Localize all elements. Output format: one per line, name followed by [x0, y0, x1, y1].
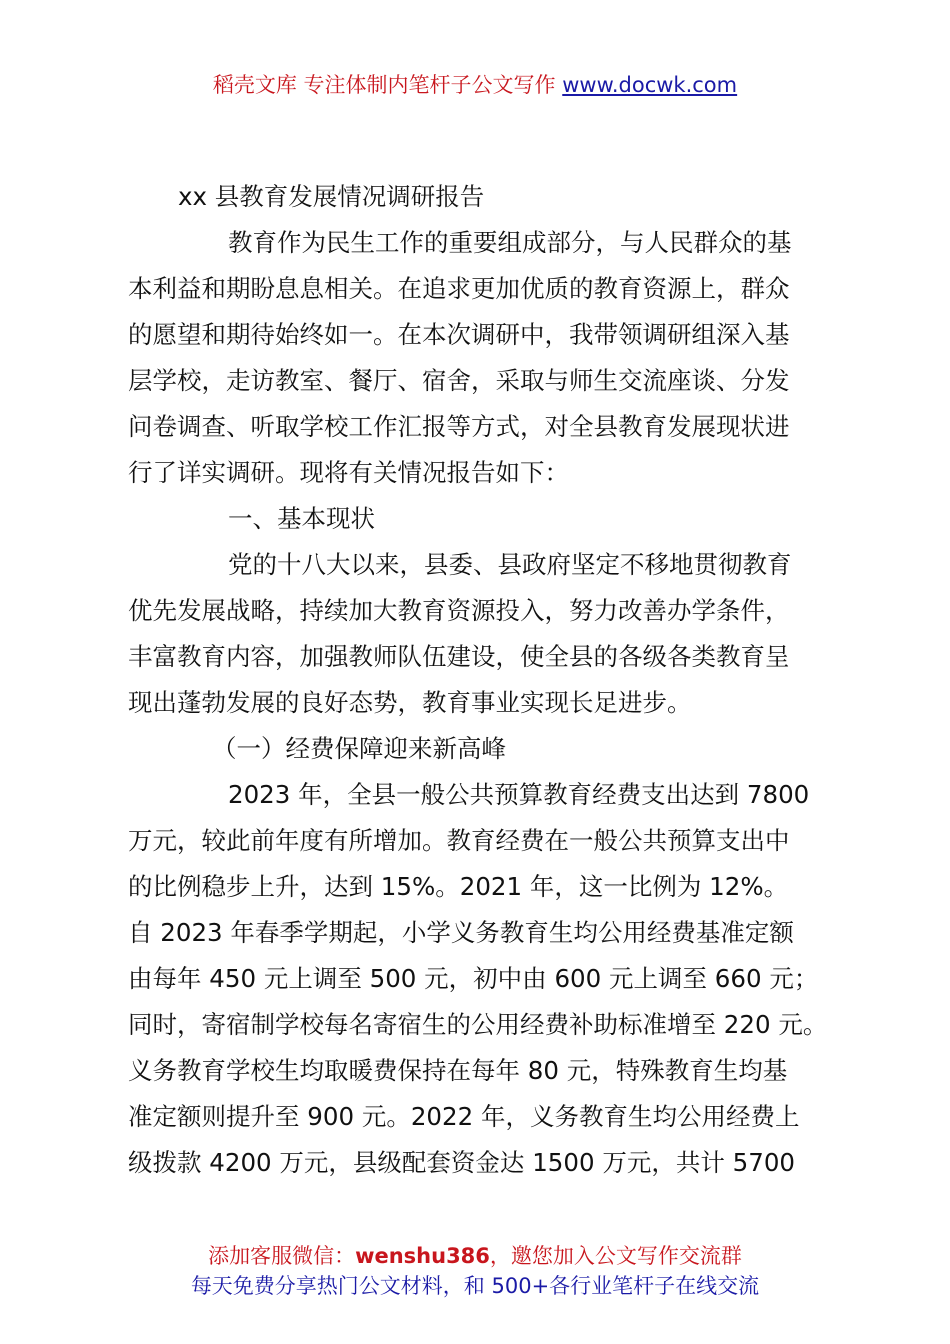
- header-brand: 稻壳文库 专注体制内笔杆子公文写作: [212, 73, 556, 97]
- footer-suffix: ，邀您加入公文写作交流群: [489, 1244, 742, 1268]
- footer-line-2: 每天免费分享热门公文材料，和 500+各行业笔杆子在线交流: [190, 1274, 760, 1298]
- paragraph-line: 由每年 450 元上调至 500 元，初中由 600 元上调至 660 元；: [128, 964, 819, 993]
- paragraph-line: 同时，寄宿制学校每名寄宿生的公用经费补助标准增至 220 元。: [128, 1010, 828, 1039]
- footer-prefix: 添加客服微信：: [208, 1244, 356, 1268]
- paragraph-line: 层学校，走访教室、餐厅、宿舍，采取与师生交流座谈、分发: [128, 366, 790, 395]
- document-body: [128, 174, 828, 1186]
- paragraph-line: 教育作为民生工作的重要组成部分，与人民群众的基: [228, 228, 792, 257]
- paragraph-line: 优先发展战略，持续加大教育资源投入，努力改善办学条件，: [128, 596, 790, 625]
- header-url-link[interactable]: www.docwk.com: [562, 73, 738, 97]
- section-heading: 一、基本现状: [228, 504, 375, 533]
- paragraph-line: 的比例稳步上升，达到 15%。2021 年，这一比例为 12%。: [128, 872, 789, 901]
- paragraph-line: 现出蓬勃发展的良好态势，教育事业实现长足进步。: [128, 688, 692, 717]
- document-title: xx 县教育发展情况调研报告: [178, 182, 485, 211]
- watermark-header: [0, 70, 950, 100]
- paragraph-line: 2023 年，全县一般公共预算教育经费支出达到 7800: [228, 780, 810, 809]
- footer-line-1: [0, 1241, 950, 1271]
- paragraph-line: 准定额则提升至 900 元。2022 年，义务教育生均公用经费上: [128, 1102, 800, 1131]
- watermark-footer: [0, 1241, 950, 1301]
- paragraph-line: 万元，较此前年度有所增加。教育经费在一般公共预算支出中: [128, 826, 790, 855]
- paragraph-line: 本利益和期盼息息相关。在追求更加优质的教育资源上，群众: [128, 274, 790, 303]
- paragraph-line: 党的十八大以来，县委、县政府坚定不移地贯彻教育: [228, 550, 792, 579]
- subsection-heading: （一）经费保障迎来新高峰: [212, 734, 506, 763]
- paragraph-line: 级拨款 4200 万元，县级配套资金达 1500 万元，共计 5700: [128, 1148, 795, 1177]
- paragraph-line: 问卷调查、听取学校工作汇报等方式，对全县教育发展现状进: [128, 412, 790, 441]
- paragraph-line: 丰富教育内容，加强教师队伍建设，使全县的各级各类教育呈: [128, 642, 790, 671]
- paragraph-line: 行了详实调研。现将有关情况报告如下：: [128, 458, 569, 487]
- paragraph-line: 自 2023 年春季学期起，小学义务教育生均公用经费基准定额: [128, 918, 794, 947]
- paragraph-line: 义务教育学校生均取暖费保持在每年 80 元，特殊教育生均基: [128, 1056, 788, 1085]
- wechat-id: wenshu386: [355, 1244, 490, 1268]
- paragraph-line: 的愿望和期待始终如一。在本次调研中，我带领调研组深入基: [128, 320, 790, 349]
